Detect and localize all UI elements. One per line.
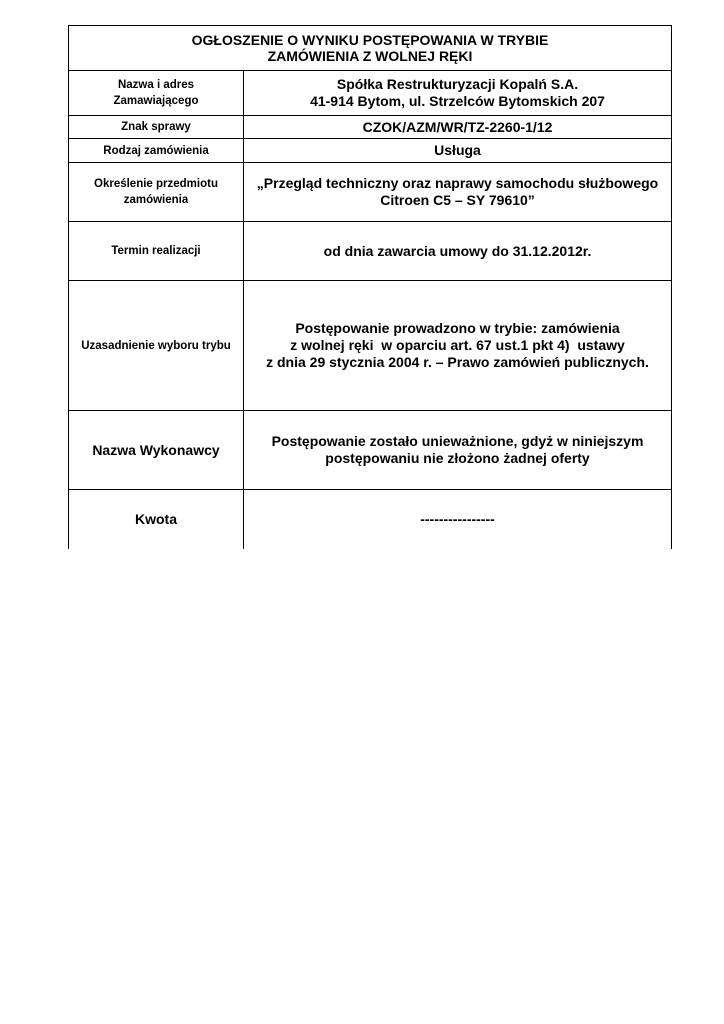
row-nazwa-wykonawcy <box>69 411 672 490</box>
label-zamawiajacy-line1: Nazwa i adres <box>117 79 195 91</box>
label-kwota: Kwota <box>69 490 244 549</box>
label-znak-sprawy: Znak sprawy <box>69 116 244 139</box>
label-przedmiot-line1: Określenie przedmiotu <box>94 178 218 190</box>
label-przedmiot-zamowienia <box>69 163 244 222</box>
title-row <box>69 26 672 71</box>
value-przedmiot-line2: Citroen C5 – SY 79610” <box>380 192 535 208</box>
document-title-line1: OGŁOSZENIE O WYNIKU POSTĘPOWANIA W TRYBIE <box>191 32 549 48</box>
value-przedmiot-zamowienia <box>244 163 672 222</box>
announcement-table <box>68 25 672 549</box>
row-rodzaj-zamowienia <box>69 139 672 163</box>
value-zamawiajacy-line1: Spółka Restrukturyzacji Kopalń S.A. <box>336 76 579 92</box>
value-zamawiajacy <box>244 71 672 116</box>
label-zamawiajacy-line2: Zamawiającego <box>113 95 199 107</box>
row-termin-realizacji <box>69 222 672 281</box>
label-uzasadnienie: Uzasadnienie wyboru trybu <box>69 281 244 411</box>
value-uzasadnienie-line3: z dnia 29 stycznia 2004 r. – Prawo zamówień publicznych. <box>266 354 649 370</box>
label-przedmiot-line2: zamówienia <box>123 194 189 206</box>
value-uzasadnienie-line1: Postępowanie prowadzono w trybie: zamówienia <box>295 320 620 336</box>
value-rodzaj-zamowienia: Usługa <box>244 139 672 163</box>
value-nazwa-wykonawcy <box>244 411 672 490</box>
value-kwota: ---------------- <box>244 490 672 549</box>
document-title-line2: ZAMÓWIENIA Z WOLNEJ RĘKI <box>267 48 473 64</box>
value-przedmiot-line1: „Przegląd techniczny oraz naprawy samochodu służbowego <box>256 175 659 191</box>
value-termin-realizacji: od dnia zawarcia umowy do 31.12.2012r. <box>244 222 672 281</box>
label-nazwa-wykonawcy: Nazwa Wykonawcy <box>69 411 244 490</box>
row-przedmiot-zamowienia <box>69 163 672 222</box>
value-uzasadnienie-line2: z wolnej ręki w oparciu art. 67 ust.1 pkt 4) ustawy <box>290 337 625 353</box>
row-kwota <box>69 490 672 549</box>
label-zamawiajacy <box>69 71 244 116</box>
value-wykonawca-line1: Postępowanie zostało unieważnione, gdyż w niniejszym <box>271 433 644 449</box>
value-uzasadnienie <box>244 281 672 411</box>
label-termin-realizacji: Termin realizacji <box>69 222 244 281</box>
document-title <box>69 26 672 71</box>
value-wykonawca-line2: postępowaniu nie złożono żadnej oferty <box>325 450 590 466</box>
row-znak-sprawy <box>69 116 672 139</box>
row-uzasadnienie <box>69 281 672 411</box>
label-rodzaj-zamowienia: Rodzaj zamówienia <box>69 139 244 163</box>
value-znak-sprawy: CZOK/AZM/WR/TZ-2260-1/12 <box>244 116 672 139</box>
row-zamawiajacy <box>69 71 672 116</box>
value-zamawiajacy-line2: 41-914 Bytom, ul. Strzelców Bytomskich 207 <box>310 93 605 109</box>
